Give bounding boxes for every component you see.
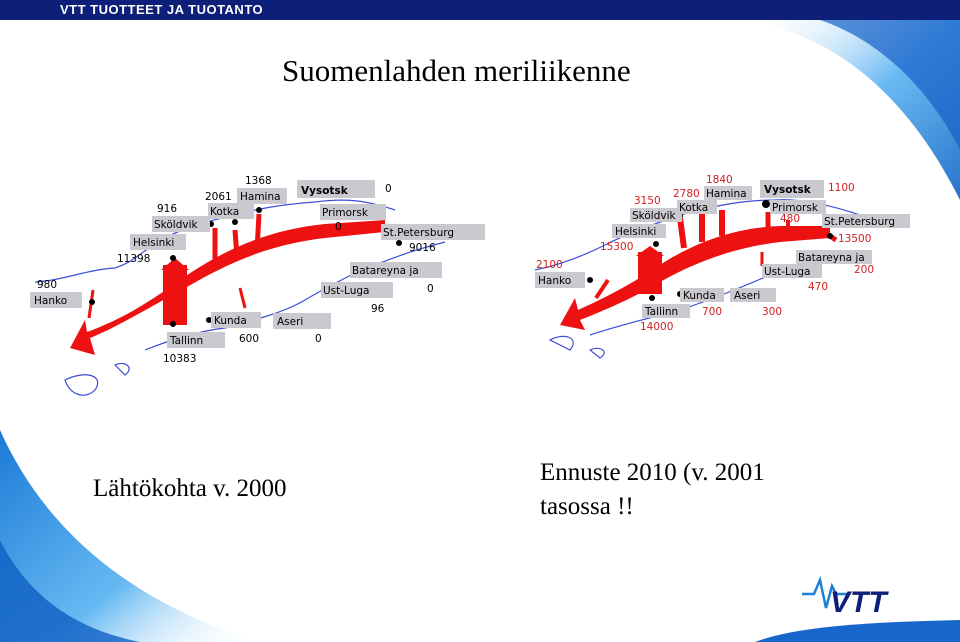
caption-2010-line2: tasossa !!	[540, 493, 634, 520]
value-ust-luga-lower: 96	[371, 303, 385, 315]
label-aseri: Aseri	[734, 290, 761, 302]
value-kunda: 700	[702, 306, 723, 318]
label-kunda: Kunda	[214, 315, 247, 327]
org-title: VTT TUOTTEET JA TUOTANTO	[60, 2, 264, 17]
label-skoldvik: Sköldvik	[154, 219, 198, 231]
port-dot	[170, 321, 176, 327]
hamina-arrow	[257, 214, 259, 250]
value-ust-luga: 470	[808, 281, 829, 293]
port-dot	[396, 240, 402, 246]
value-helsinki: 15300	[600, 241, 634, 253]
value-hanko: 2100	[536, 259, 563, 271]
label-primorsk: Primorsk	[772, 202, 818, 214]
value-primorsk: 0	[335, 221, 342, 233]
skoldvik-arrow	[680, 218, 684, 248]
value-skoldvik: 916	[157, 203, 178, 215]
label-helsinki: Helsinki	[615, 226, 657, 238]
label-kunda: Kunda	[683, 290, 716, 302]
label-helsinki: Helsinki	[133, 237, 175, 249]
label-batareynaja: Batareyna ja	[352, 265, 419, 277]
islands	[65, 363, 129, 395]
kunda-arrow	[240, 288, 245, 308]
port-dot	[256, 207, 262, 213]
label-hanko: Hanko	[538, 275, 572, 287]
caption-2010	[540, 456, 765, 524]
caption-2000: Lähtökohta v. 2000	[93, 475, 287, 502]
value-st-petersburg: 9016	[409, 242, 436, 254]
value-hanko: 980	[37, 279, 58, 291]
helsinki-tallinn-bar	[163, 265, 187, 325]
value-skoldvik: 3150	[634, 195, 661, 207]
value-kotka: 2061	[205, 191, 232, 203]
map-2010	[530, 170, 930, 370]
label-st-petersburg: St.Petersburg	[383, 227, 455, 239]
value-st-petersburg: 13500	[838, 233, 872, 245]
value-vysotsk: 0	[385, 183, 392, 195]
caption-2010-line1: Ennuste 2010 (v. 2001	[540, 459, 765, 486]
label-vysotsk: Vysotsk	[301, 185, 348, 197]
label-kotka: Kotka	[210, 206, 240, 218]
value-tallinn: 14000	[640, 321, 674, 333]
label-aseri: Aseri	[277, 316, 304, 328]
port-dot	[89, 299, 95, 305]
value-batareynaja: 200	[854, 264, 875, 276]
label-hamina: Hamina	[706, 188, 747, 200]
label-batareynaja: Batareyna ja	[798, 252, 865, 264]
port-dot	[232, 219, 238, 225]
value-hamina: 1840	[706, 174, 733, 186]
value-primorsk: 480	[780, 213, 801, 225]
value-ust-luga: 0	[427, 283, 434, 295]
page-title: Suomenlahden meriliikenne	[282, 53, 631, 88]
label-hamina: Hamina	[240, 191, 281, 203]
hanko-arrow	[596, 280, 608, 298]
logo-text: VTT	[830, 586, 887, 616]
label-primorsk: Primorsk	[322, 207, 368, 219]
value-tallinn: 10383	[163, 353, 197, 365]
value-helsinki: 11398	[117, 253, 151, 265]
map-2000	[25, 170, 495, 410]
label-vysotsk: Vysotsk	[764, 184, 811, 196]
label-kotka: Kotka	[679, 202, 709, 214]
label-tallinn: Tallinn	[170, 335, 204, 347]
helsinki-tallinn-bar	[638, 252, 662, 294]
label-tallinn: Tallinn	[645, 306, 679, 318]
label-st-petersburg: St.Petersburg	[824, 216, 896, 228]
vtt-logo	[800, 572, 916, 616]
value-aseri: 0	[315, 333, 322, 345]
label-skoldvik: Sköldvik	[632, 210, 676, 222]
value-kotka: 2780	[673, 188, 700, 200]
value-vysotsk: 1100	[828, 182, 855, 194]
value-kunda: 600	[239, 333, 260, 345]
label-ust-luga: Ust-Luga	[764, 266, 811, 278]
bottom-right-bar	[755, 620, 960, 642]
value-hamina: 1368	[245, 175, 272, 187]
port-dot	[170, 255, 176, 261]
islands	[550, 336, 604, 358]
value-aseri: 300	[762, 306, 783, 318]
label-hanko: Hanko	[34, 295, 68, 307]
label-ust-luga: Ust-Luga	[323, 285, 370, 297]
kotka-arrow	[235, 230, 237, 258]
